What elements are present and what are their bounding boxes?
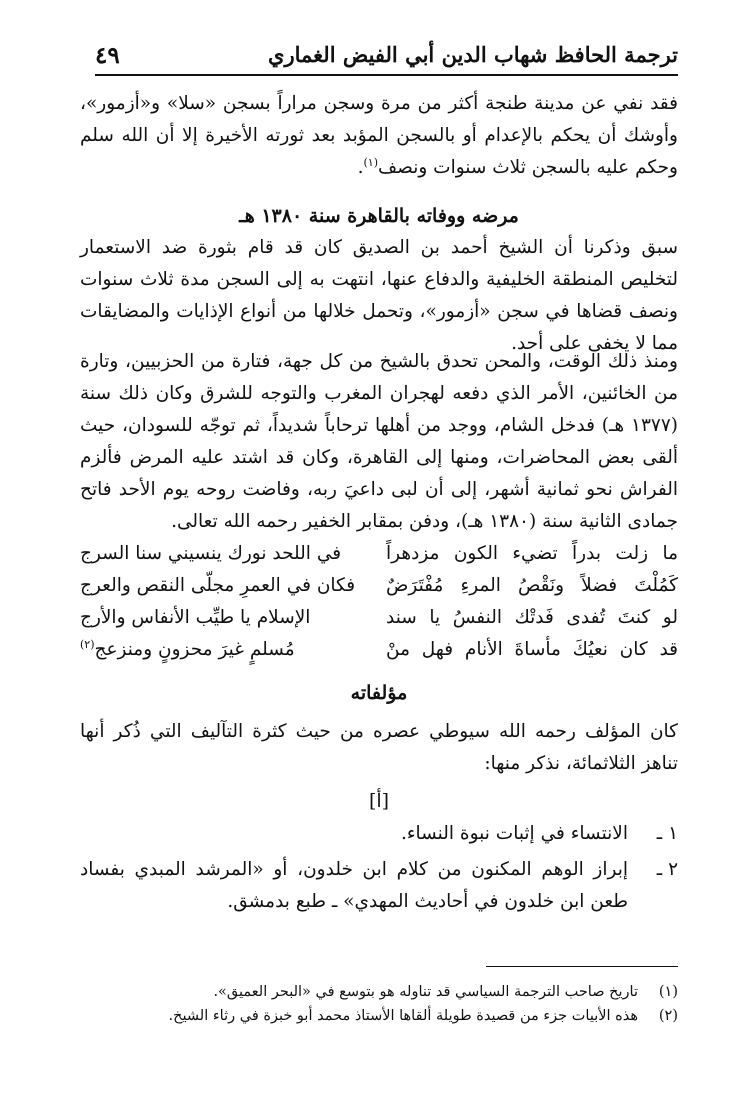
poem-verse [80,634,678,666]
footnote-ref-2: (٢) [80,637,95,651]
poem-verse [80,538,678,570]
footnote-text: تاريخ صاحب الترجمة السياسي قد تناوله هو بتوسع في «البحر العميق». [213,984,638,1000]
list-item-number: ١ ـ [656,823,678,844]
list-item [80,818,678,850]
intro-paragraph [80,88,678,184]
list-item [80,854,678,918]
footnotes [80,980,678,1028]
verse-first-hemistich: قد كان نعيُكَ مأساةَ الأنام فهل منْ [386,639,678,660]
footnote-text: هذه الأبيات جزء من قصيدة طويلة ألقاها الأستاذ محمد أبو خبزة في رثاء الشيخ. [168,1008,638,1024]
section-heading-illness: مرضه ووفاته بالقاهرة سنة ١٣٨٠ هـ [239,205,519,227]
header-rule [95,74,678,76]
section-heading-works: مؤلفاته [350,682,408,704]
intro-tail: . [357,157,364,178]
verse-second-hemistich [80,634,386,666]
verse-second-hemistich: في اللحد نورك ينسيني سنا السرج [80,543,342,564]
page-number: ٤٩ [95,42,120,69]
verse-first-hemistich: كَمُلْتَ فضلاً ونَقْصُ المرءِ مُفْتَرَضٌ [386,575,678,596]
paragraph-revolt: سبق وذكرنا أن الشيخ أحمد بن الصديق كان قد قام بثورة ضد الاستعمار لتخليص المنطقة الخليفية والدفاع عنها، انتهت به إلى السجن مدة ثلاث سنوات ونصف قضاها في سجن «أزمور»، وتحمل خلالها من أنواع الإذايات والمضايقات مما لا يخفى على أحد. [80,237,678,354]
poem-verse [80,570,678,602]
subsection-letter: [أ] [368,790,390,812]
verse-text: مُسلمٍ غيرَ محزونٍ ومنزعج [94,639,295,660]
paragraph-works-intro: كان المؤلف رحمه الله سيوطي عصره من حيث كثرة التآليف التي ذُكر أنها تناهز الثلاثمائة، نذكر منها: [80,721,678,774]
verse-second-hemistich: الإسلام يا طيِّب الأنفاس والأرج [80,607,311,628]
paragraph-trials: ومنذ ذلك الوقت، والمحن تحدق بالشيخ من كل جهة، فتارة من الحزبيين، وتارة من الخائنين، الأمر الذي دفعه لهجران المغرب والتوجه للشرق وكان ذلك سنة (١٣٧٧ هـ) فدخل الشام، ووجد من أهلها ترحاباً شديداً، ثم توجّه للسودان، حيث ألقى بعض المحاضرات، ومنها إلى القاهرة، وكان قد اشتد عليه المرض فألزم الفراش نحو ثمانية أشهر، إلى أن لبى داعيَ ربه، وفاضت روحه يوم الأحد فاتح جمادى الثانية سنة (١٣٨٠ هـ)، ودفن بمقابر الخفير رحمه الله تعالى. [80,351,678,532]
verse-second-hemistich: فكان في العمرِ مجلّى النقص والعرج [80,575,356,596]
running-header [95,40,678,76]
works-list [80,818,678,922]
footnote-separator [486,966,678,967]
footnote [80,980,678,1004]
intro-text: فقد نفي عن مدينة طنجة أكثر من مرة وسجن مراراً بسجن «سلا» و«أزمور»، وأوشك أن يحكم بالإعدام أو بالسجن المؤبد بعد ثورته الأخيرة إلا أن الله سلم وحكم عليه بالسجن ثلاث سنوات ونصف [80,93,678,178]
poem-verse [80,602,678,634]
footnote-number: (٢) [658,1008,678,1024]
running-title: ترجمة الحافظ شهاب الدين أبي الفيض الغماري [268,42,678,67]
list-item-text: الانتساء في إثبات نبوة النساء. [400,823,628,844]
verse-first-hemistich: لو كنتَ تُفدى فَدتْك النفسُ يا سند [386,607,678,628]
footnote [80,1004,678,1028]
list-item-number: ٢ ـ [656,859,678,880]
list-item-text: إبراز الوهم المكنون من كلام ابن خلدون، أو «المرشد المبدي بفساد طعن ابن خلدون في أحاديث المهدي» ـ طبع بدمشق. [80,859,628,912]
footnote-number: (١) [658,984,678,1000]
verse-first-hemistich: ما زلت بدراً تضيء الكون مزدهراً [386,543,678,564]
footnote-ref-1: (١) [363,155,378,169]
elegy-poem [80,538,678,666]
